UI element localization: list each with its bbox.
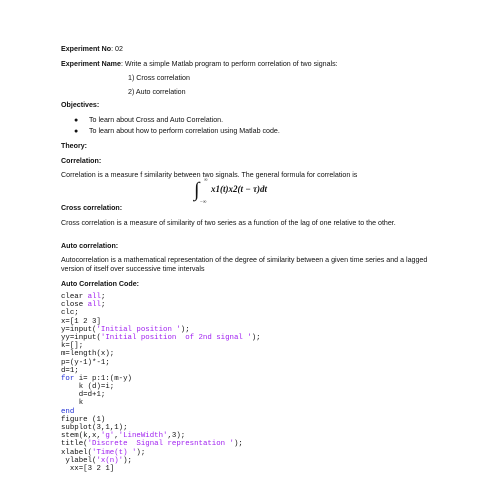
code-line xyxy=(61,383,261,391)
code-line xyxy=(61,350,261,358)
code-line xyxy=(61,416,261,424)
code-text: subplot(3,1,1); xyxy=(61,424,128,432)
code-text: i= p:1:(m-y) xyxy=(74,374,132,383)
cross-correlation-text: Cross correlation is a measure of similarity of two series as a function of the lag of one relative to the other. xyxy=(61,219,396,227)
code-text: k (d)=i; xyxy=(61,383,115,392)
code-string: all xyxy=(87,301,101,310)
code-string: 'Time(t) ' xyxy=(92,448,137,457)
code-string: 'Initial position ' xyxy=(96,325,181,334)
code-keyword: end xyxy=(61,407,75,416)
code-line xyxy=(61,367,261,375)
code-line xyxy=(61,318,261,326)
code-string: all xyxy=(87,293,101,301)
code-string: 'Discrete Signal represntation ' xyxy=(87,440,234,449)
experiment-item-1: 1) Cross correlation xyxy=(128,74,190,82)
code-text: ); xyxy=(136,448,146,457)
code-line xyxy=(61,293,261,301)
code-line xyxy=(61,326,261,334)
code-keyword: for xyxy=(61,374,75,383)
code-text: d=1; xyxy=(61,366,79,375)
objective-1: To learn about Cross and Auto Correlation. xyxy=(89,116,224,124)
experiment-name-value: : Write a simple Matlab program to perform correlation of two signals: xyxy=(120,60,338,68)
code-block xyxy=(61,293,261,473)
code-text: figure (1) xyxy=(61,415,106,424)
code-text: k xyxy=(61,399,84,408)
code-text: y=input( xyxy=(61,325,97,334)
code-text: ); xyxy=(180,325,190,334)
correlation-text: Correlation is a measure f similarity between two signals. The general formula for correlation is xyxy=(61,171,358,179)
objective-2: To learn about how to perform correlation using Matlab code. xyxy=(89,127,280,135)
code-line xyxy=(61,465,261,473)
theory-heading: Theory: xyxy=(61,142,88,150)
code-string: 'x(n)' xyxy=(96,456,124,465)
code-text: p=(y-1)*-1; xyxy=(61,358,110,367)
code-line xyxy=(61,342,261,350)
code-text: stem(k,x, xyxy=(61,432,101,441)
code-line xyxy=(61,440,261,448)
code-line xyxy=(61,408,261,416)
code-line xyxy=(61,334,261,342)
experiment-number-label: Experiment No xyxy=(61,45,112,53)
code-line xyxy=(61,301,261,309)
code-line xyxy=(61,457,261,465)
cross-correlation-heading: Cross correlation: xyxy=(61,204,123,212)
correlation-heading: Correlation: xyxy=(61,157,102,165)
code-text: ); xyxy=(123,456,132,465)
code-text: d=d+1; xyxy=(61,391,106,400)
code-string: 'Initial position of 2nd signal ' xyxy=(100,333,252,342)
code-string: 'LineWidth' xyxy=(118,432,168,441)
code-string: 'g' xyxy=(100,432,115,441)
auto-correlation-text: Autocorrelation is a mathematical representation of the degree of similarity between a given time series and a lagged version of itself over successive time intervals xyxy=(61,256,428,273)
bullet-marker: ● xyxy=(74,117,79,124)
code-text: xlabel( xyxy=(61,448,93,457)
code-line xyxy=(61,309,261,317)
objectives-heading: Objectives: xyxy=(61,101,100,109)
code-line xyxy=(61,375,261,383)
auto-correlation-heading: Auto correlation: xyxy=(61,242,119,250)
formula-upper-limit: ∞ xyxy=(204,178,208,183)
code-heading: Auto Correlation Code: xyxy=(61,280,140,288)
code-text: ; xyxy=(100,293,106,301)
formula-lower-limit: −∞ xyxy=(200,200,207,205)
integral-sign: ∫ xyxy=(194,179,200,201)
correlation-formula xyxy=(194,179,324,207)
code-line xyxy=(61,449,261,457)
code-text: ); xyxy=(233,440,243,449)
code-text: close xyxy=(61,301,88,310)
code-text: ); xyxy=(251,333,261,342)
experiment-name-label: Experiment Name xyxy=(61,60,121,68)
experiment-name xyxy=(61,60,338,69)
bullet-marker: ● xyxy=(74,128,79,135)
experiment-number-value: : 02 xyxy=(111,45,123,53)
code-text: x=[1 2 3] xyxy=(61,317,101,326)
code-text: xx=[3 2 1] xyxy=(61,464,115,473)
code-line xyxy=(61,399,261,407)
code-text: yy=input( xyxy=(61,333,101,342)
code-text: ,3); xyxy=(167,432,186,441)
code-line xyxy=(61,424,261,432)
code-text: clc; xyxy=(61,309,79,318)
code-text: k=[]; xyxy=(61,342,84,351)
code-text: ; xyxy=(100,301,106,310)
code-line xyxy=(61,359,261,367)
code-text: ylabel( xyxy=(61,456,97,465)
code-line xyxy=(61,391,261,399)
code-text: m=length(x); xyxy=(61,350,115,359)
code-text: , xyxy=(114,432,119,441)
code-text: title( xyxy=(61,440,88,449)
experiment-number xyxy=(61,45,123,54)
code-text: clear xyxy=(61,293,88,301)
code-line xyxy=(61,432,261,440)
formula-expression: x1(t)x2(t − τ)dt xyxy=(211,184,267,194)
experiment-item-2: 2) Auto correlation xyxy=(128,88,186,96)
